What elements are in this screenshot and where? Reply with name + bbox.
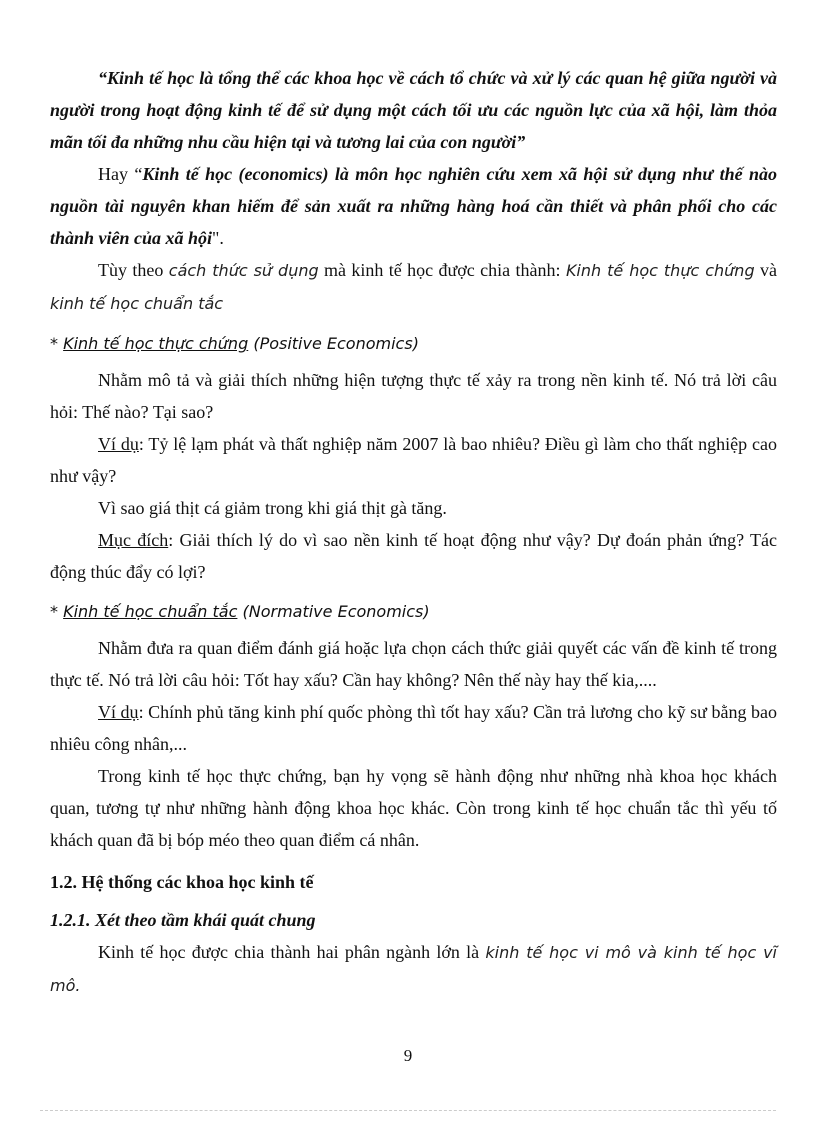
- normative-example: [50, 696, 777, 760]
- p3-text-c: mà kinh tế học được chia thành:: [318, 260, 566, 280]
- p2-prefix: Hay “: [98, 164, 143, 184]
- section-positive-heading: [50, 328, 777, 360]
- normative-english: (Normative Economics): [237, 602, 430, 621]
- positive-term: Kinh tế học thực chứng: [63, 334, 249, 353]
- p3-text-d: Kinh tế học thực chứng: [565, 261, 755, 280]
- page-number: 9: [403, 1046, 413, 1065]
- example-text: : Chính phủ tăng kinh phí quốc phòng thì tốt hay xấu? Cần trả lương cho kỹ sư bằng bao nhiêu công nhân,...: [50, 702, 778, 754]
- positive-example: [50, 428, 777, 492]
- positive-purpose: [50, 524, 777, 588]
- example-label: Ví dụ: [98, 702, 139, 722]
- bullet-star: *: [50, 334, 64, 353]
- normative-term: Kinh tế học chuẩn tắc: [63, 602, 238, 621]
- purpose-text: : Giải thích lý do vì sao nền kinh tế hoạt động như vậy? Dự đoán phản ứng? Tác động thúc đẩy có lợi?: [50, 530, 778, 582]
- section-normative-heading: [50, 596, 777, 628]
- subsection-heading-1-2-1: 1.2.1. Xét theo tầm khái quát chung: [50, 910, 316, 930]
- page-bottom-divider: [40, 1110, 776, 1111]
- document-page: [50, 62, 777, 1002]
- classification-paragraph: [50, 254, 777, 320]
- closing-text-a: Kinh tế học được chia thành hai phân ngành lớn là: [98, 942, 486, 962]
- p3-text-f: kinh tế học chuẩn tắc: [50, 294, 224, 313]
- definition-paragraph-2: [50, 158, 777, 254]
- purpose-label: Mục đích: [98, 530, 169, 550]
- definition-paragraph-1: “Kinh tế học là tổng thể các khoa học về cách tổ chức và xử lý các quan hệ giữa người và người trong hoạt động kinh tế để sử dụng một cách tối ưu các nguồn lực của xã hội, làm thỏa mãn tối đa những nhu cầu hiện tại và tương lai của con người”: [50, 68, 777, 152]
- p2-suffix: ".: [212, 228, 224, 248]
- bullet-star: *: [50, 602, 64, 621]
- section-heading-1-2: 1.2. Hệ thống các khoa học kinh tế: [50, 872, 314, 892]
- p3-text-a: Tùy theo: [98, 260, 169, 280]
- p2-definition: Kinh tế học (economics) là môn học nghiên cứu xem xã hội sử dụng như thế nào nguồn tài nguyên khan hiếm để sản xuất ra những hàng hoá cần thiết và phân phối cho các thành viên của xã hội: [50, 164, 777, 248]
- closing-paragraph: [50, 936, 777, 1002]
- p3-text-e: và: [754, 260, 777, 280]
- positive-example-2: Vì sao giá thịt cá giảm trong khi giá thịt gà tăng.: [98, 498, 447, 518]
- positive-description: Nhằm mô tả và giải thích những hiện tượng thực tế xảy ra trong nền kinh tế. Nó trả lời câu hỏi: Thế nào? Tại sao?: [50, 370, 777, 422]
- closing-text-b: kinh tế học vi mô và kinh tế học vĩ mô.: [50, 943, 777, 995]
- p3-text-b: cách thức sử dụng: [168, 261, 319, 280]
- normative-description: Nhằm đưa ra quan điểm đánh giá hoặc lựa chọn cách thức giải quyết các vấn đề kinh tế trong thực tế. Nó trả lời câu hỏi: Tốt hay xấu? Cần hay không? Nên thế này hay thế kia,....: [50, 638, 777, 690]
- positive-english: (Positive Economics): [248, 334, 419, 353]
- example-text: : Tỷ lệ lạm phát và thất nghiệp năm 2007 là bao nhiêu? Điều gì làm cho thất nghiệp cao như vậy?: [50, 434, 777, 486]
- comparison-paragraph: Trong kinh tế học thực chứng, bạn hy vọng sẽ hành động như những nhà khoa học khách quan, tương tự như những hành động khoa học khác. Còn trong kinh tế học chuẩn tắc thì yếu tố khách quan đã bị bóp méo theo quan điểm cá nhân.: [50, 766, 777, 850]
- example-label: Ví dụ: [98, 434, 139, 454]
